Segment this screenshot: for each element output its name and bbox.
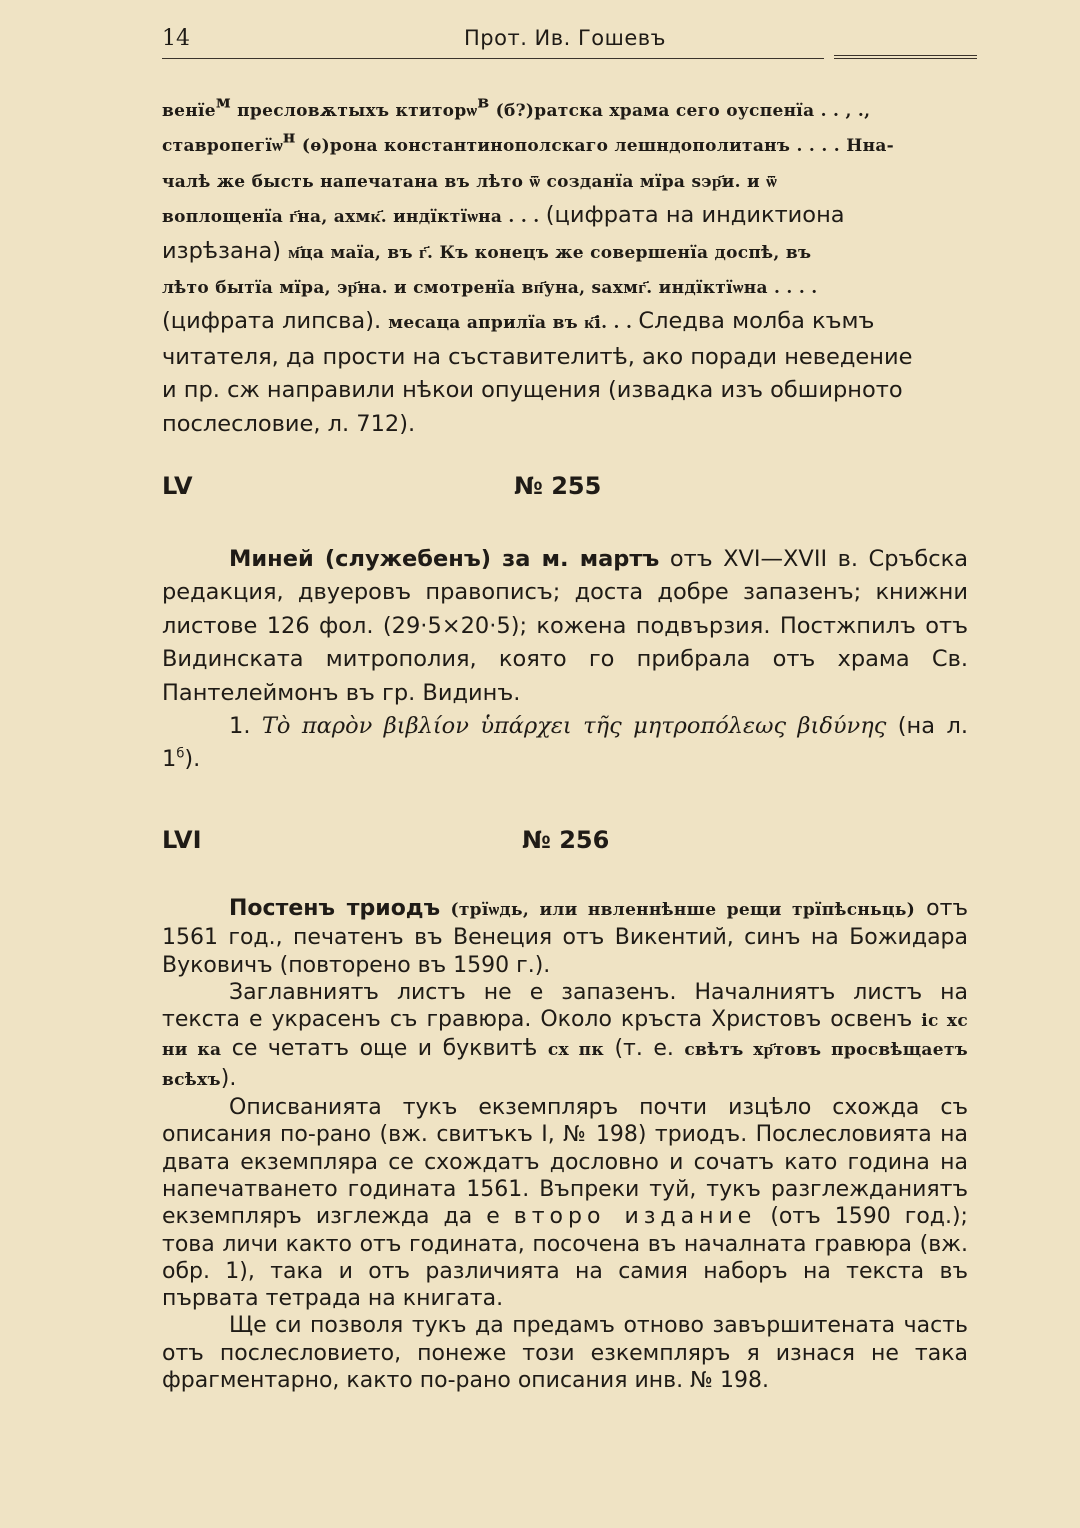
entry-roman-numeral: LVI [162,826,202,854]
continuation-text [162,93,968,441]
header-rule-double [834,55,977,59]
continuation-line: лѣто бытїа мїра, эр҃на. и смотренїа вп҃уна, ѕахмг҃. индїктїѡна . . . . [162,278,818,299]
continuation-line: чалѣ же бысть напечатана въ лѣто ѿ созданїа мїра ѕэр҃и. и ѿ [162,171,778,192]
entry-roman-numeral: LV [162,472,193,500]
entry-number: № 256 [522,826,610,854]
entry-255-title: Миней (служебенъ) за м. мартъ [229,546,660,572]
continuation-line: воплощенїа г҃на, ахмк҃. индїктїѡна . . . (цифрата на индиктиона [162,202,845,229]
entry-number: № 255 [514,472,602,500]
entry-255-note: 1. Τὸ παρὸν βιβλίον ὑπάρχει τῆς μητροπόλεως βιδύνης (на л. $1^б$). [162,713,968,773]
entry-256-title: Постенъ триодъ [229,896,441,921]
entry-256-paragraph: Описванията тукъ екземпляръ почти изцѣло схожда съ описания по-рано (вж. свитъкъ I, № 198) триодъ. Послесловията на двата екземпляра се схождатъ дословно и сочатъ като година на напечатването годината 1561. Въпреки туй, тукъ разглежданиятъ екземпляръ изглежда да е второ издание (отъ 1590 год.); това личи както отъ годината, посочена въ началната гравюра (вж. обр. 1), така и отъ различията на самия наборъ на текста въ първата тетрада на книгата. [162,1095,968,1312]
entry-256-paragraph: Ще си позволя тукъ да предамъ отново завършитената часть отъ послесловието, понеже този езкемпляръ я изнася не така фрагментарно, както по-рано описания инв. № 198. [162,1313,968,1394]
continuation-line: (цифрата липсва). месаца априлїа въ к҃і. . . Следва молба къмъ [162,308,875,335]
page-number: 14 [162,26,190,51]
entry-255-description: Миней (служебенъ) за м. мартъ отъ XVI—XVII в. Сръбска редакция, двуеровъ правописъ; доста добре запазенъ; книжни листове 126 фол. (29·5×20·5); кожена подвързия. Постжпилъ отъ Видинската митрополия, която го прибрала отъ храма Св. Пантелеймонъ въ гр. Видинъ. [162,546,968,706]
entry-255-heading [162,472,968,508]
running-head: Прот. Ив. Гошевъ [464,26,666,50]
entry-256-description: Постенъ триодъ (трїѡдь, или нвленнѣнше рещи трїпѣсньць) отъ 1561 год., печатенъ въ Венеция отъ Викентий, синъ на Божидара Вуковичъ (повторено въ 1590 г.). [162,896,969,978]
page-header [162,22,977,58]
continuation-line: и пр. сж направили нѣкои опущения (извадка изъ обширното [162,377,903,404]
continuation-line: венїе$^м$ пресловѫтыхъ ктиторѡ$^в$ (б?)ратска храма сего оуспенїа . . , ., [162,92,871,121]
continuation-line: послесловие, л. 712). [162,410,416,437]
entry-255-body [162,543,968,777]
entry-256-body [162,895,968,1394]
header-rule [162,58,824,59]
continuation-line: изрѣзана) м҃ца маїа, въ г҃. Къ конецъ же совершенїа доспѣ, въ [162,237,812,264]
entry-256-paragraph: Заглавниятъ листъ не е запазенъ. Началниятъ листъ на текста е украсенъ съ гравюра. Около кръста Христовъ освенъ іс хс ни ка се четатъ още и буквитѣ сх пк (т. е. свѣтъ хр҃товъ просвѣщаетъ всѣхъ). [162,979,969,1091]
entry-256-heading [162,826,968,862]
continuation-line: читателя, да прости на съставителитѣ, ако поради неведение [162,343,913,370]
continuation-line: ставропегїѡ$^н$ (ѳ)рона константинополскаго лешндополитанъ . . . . Нна- [162,127,894,157]
